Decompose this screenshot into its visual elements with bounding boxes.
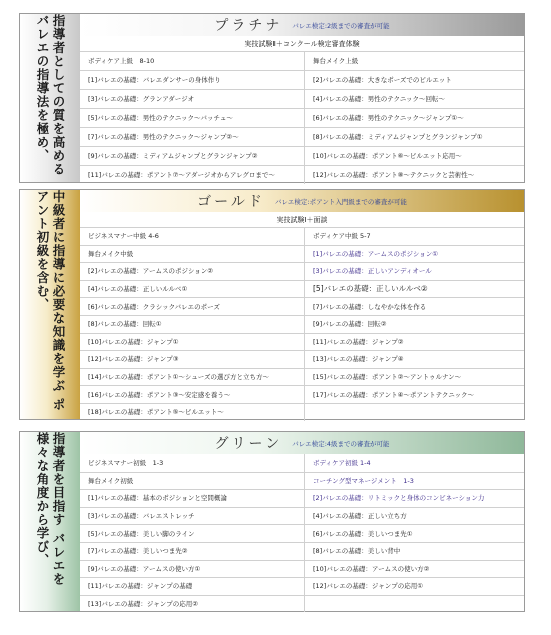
green-grid [80, 454, 524, 611]
green-content [80, 432, 524, 611]
course-cell: [9]バレエの基礎：アームスの使い方① [80, 560, 305, 578]
course-cell: [12]バレエの基礎：ポアント⑧〜テクニックと芸術性〜 [313, 171, 475, 179]
table-row [80, 595, 524, 613]
green-title: グリーン [214, 436, 283, 452]
green-header [80, 432, 524, 454]
table-row [80, 127, 524, 147]
table-row [80, 403, 524, 421]
course-cell: [7]バレエの基礎：しなやかな体を作る [313, 302, 427, 311]
course-cell: [3]バレエの基礎：バレエストレッチ [80, 507, 305, 525]
platinum-section [19, 13, 525, 183]
table-row [80, 297, 524, 316]
gold-header [80, 190, 524, 212]
course-cell: [7]バレエの基礎：美しいつま先② [80, 542, 305, 560]
course-cell: [11]バレエの基礎：ジャンプ② [313, 337, 404, 346]
table-row [80, 385, 524, 404]
green-side-band [20, 432, 80, 611]
course-cell: 舞台メイク上級 [313, 57, 359, 65]
course-cell: コーチング型マネージメント 1-3 [313, 476, 414, 485]
course-cell: 舞台メイク中級 [80, 245, 305, 263]
course-cell: [2]バレエの基礎：大きなポーズでのピルエット [313, 76, 452, 84]
course-cell: [18]バレエの基礎：ポアント⑤〜ピルエット〜 [80, 403, 305, 421]
course-cell: [4]バレエの基礎：正しいルルベ① [80, 280, 305, 298]
gold-side-text: 中級者に指導に必要な知識を学ぶ ポアント初級を含む、 [35, 190, 66, 412]
course-cell: [15]バレエの基礎：ポアント②〜アントゥルナン〜 [313, 373, 462, 382]
platinum-content [80, 14, 524, 182]
course-cell: [11]バレエの基礎：ジャンプの基礎 [80, 577, 305, 595]
course-cell: 舞台メイク初級 [80, 472, 305, 490]
platinum-note: バレエ検定:2級までの審査が可能 [292, 21, 390, 30]
course-cell: [8]バレエの基礎：美しい背中 [313, 547, 401, 556]
course-cell [305, 595, 524, 613]
table-row [80, 146, 524, 166]
course-cell: [6]バレエの基礎：美しいつま先① [313, 529, 413, 538]
gold-section [19, 189, 525, 420]
table-row [80, 454, 524, 473]
course-cell: [14]バレエの基礎：ポアント①〜シューズの選び方と立ち方〜 [80, 368, 305, 386]
platinum-grid [80, 51, 524, 182]
course-cell: [9]バレエの基礎：回転② [313, 320, 387, 329]
table-row [80, 262, 524, 281]
green-note: バレエ検定:4級までの審査が可能 [292, 439, 390, 448]
platinum-exam: 実技試験Ⅱ＋コンクール検定審査体験 [80, 36, 524, 52]
course-cell: [3]バレエの基礎：正しいアンディオール [313, 267, 432, 276]
table-row [80, 89, 524, 109]
gold-content [80, 190, 524, 419]
gold-grid [80, 227, 524, 419]
gold-note: バレエ検定:ポアント入門級までの審査が可能 [274, 197, 407, 206]
course-cell: [4]バレエの基礎：正しい立ち方 [313, 512, 407, 521]
gold-exam: 実技試験Ⅰ＋面談 [80, 212, 524, 228]
table-row [80, 524, 524, 543]
table-row [80, 507, 524, 526]
course-cell: [1]バレエの基礎：アームスのポジション① [313, 249, 439, 258]
course-cell: [8]バレエの基礎：回転① [80, 315, 305, 333]
course-cell: [10]バレエの基礎：ジャンプ① [80, 333, 305, 351]
table-row [80, 245, 524, 264]
course-cell: [13]バレエの基礎：ジャンプ④ [313, 355, 404, 364]
green-side-text: 指導者を目指す バレエを様々な角度から学び、 [35, 432, 66, 586]
table-row [80, 227, 524, 246]
table-row [80, 560, 524, 579]
table-row [80, 315, 524, 334]
platinum-side-band [20, 14, 80, 182]
course-cell: [8]バレエの基礎：ミディアムジャンプとグランジャンプ① [313, 133, 483, 141]
table-row [80, 70, 524, 90]
green-section [19, 431, 525, 612]
table-row [80, 333, 524, 352]
course-cell: [11]バレエの基礎：ポアント⑦〜アダージオからアレグロまで〜 [80, 165, 305, 184]
course-cell: [2]バレエの基礎：アームスのポジション② [80, 262, 305, 280]
course-cell: [1]バレエの基礎：基本のポジションと空間概論 [80, 489, 305, 507]
course-cell: [5]バレエの基礎：正しいルルベ② [313, 284, 428, 294]
gold-title: ゴールド [197, 194, 265, 210]
table-row [80, 280, 524, 299]
platinum-header [80, 14, 524, 36]
course-cell: ボディケア上級 8-10 [80, 51, 305, 70]
course-cell: [7]バレエの基礎：男性のテクニック〜ジャンプ②〜 [80, 127, 305, 146]
course-cell: [3]バレエの基礎：グランアダージオ [80, 89, 305, 108]
course-cell: [5]バレエの基礎：美しい脚のライン [80, 524, 305, 542]
course-cell: ボディケア中級 5-7 [313, 232, 371, 241]
course-cell: [2]バレエの基礎：リトミックと身体のコンビネーション力 [313, 494, 485, 503]
course-cell: [5]バレエの基礎：男性のテクニック〜バッチュ〜 [80, 108, 305, 127]
course-cell: ボディケア初級 1-4 [313, 459, 371, 468]
course-cell: [4]バレエの基礎：男性のテクニック〜回転〜 [313, 95, 446, 103]
table-row [80, 51, 524, 71]
table-row [80, 577, 524, 596]
course-cell: [6]バレエの基礎：クラシックバレエのポーズ [80, 297, 305, 315]
platinum-title: プラチナ [214, 18, 283, 34]
table-row [80, 542, 524, 561]
course-cell: [13]バレエの基礎：ジャンプの応用② [80, 595, 305, 613]
course-cell: [1]バレエの基礎：バレエダンサーの身体作り [80, 70, 305, 89]
course-cell: [6]バレエの基礎：男性のテクニック〜ジャンプ①〜 [313, 114, 464, 122]
course-cell [305, 403, 524, 421]
course-cell: [16]バレエの基礎：ポアント③〜安定感を養う〜 [80, 385, 305, 403]
table-row [80, 368, 524, 387]
course-cell: ビジネスマナー初級 1-3 [80, 454, 305, 472]
course-cell: [17]バレエの基礎：ポアント④〜ポアントテクニック〜 [313, 390, 474, 399]
course-cell: [10]バレエの基礎：アームスの使い方② [313, 564, 430, 573]
table-row [80, 489, 524, 508]
table-row [80, 108, 524, 128]
table-row [80, 165, 524, 184]
gold-side-band [20, 190, 80, 419]
course-cell: ビジネスマナー中級 4-6 [80, 227, 305, 245]
course-cell: [10]バレエの基礎：ポアント⑥〜ピルエット応用〜 [313, 152, 462, 160]
platinum-side-text: 指導者としての質を高める バレエの指導法を極め、 [35, 14, 66, 176]
table-row [80, 472, 524, 491]
course-cell: [12]バレエの基礎：ジャンプ③ [80, 350, 305, 368]
course-cell: [12]バレエの基礎：ジャンプの応用① [313, 582, 424, 591]
table-row [80, 350, 524, 369]
course-cell: [9]バレエの基礎：ミディアムジャンプとグランジャンプ② [80, 146, 305, 165]
